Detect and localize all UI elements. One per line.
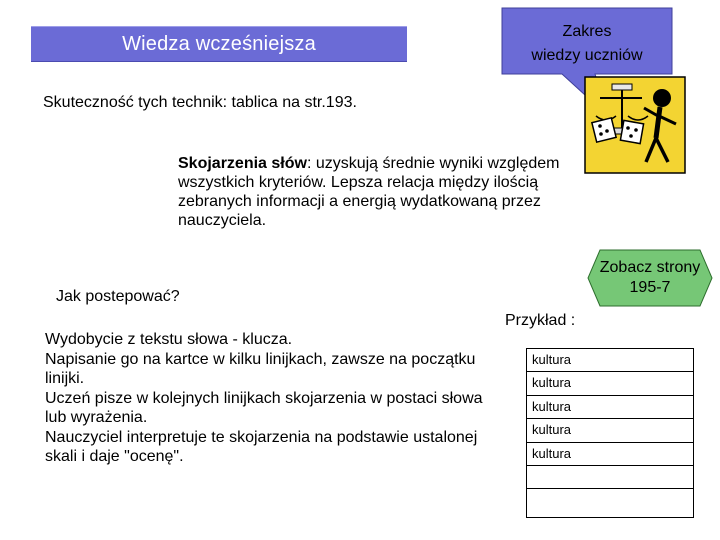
callout-line-1: Zakres: [562, 23, 612, 40]
effectiveness-note: Skuteczność tych technik: tablica na str.193.: [43, 94, 357, 111]
table-row: [527, 466, 693, 489]
association-table: [526, 348, 694, 518]
table-row: kultura: [527, 349, 693, 372]
table-row: kultura: [527, 372, 693, 395]
callout-text: [500, 20, 674, 68]
callout-line-2: wiedzy uczniów: [531, 47, 643, 64]
figure-with-dice-scale-icon: [584, 76, 686, 174]
badge-line-2: 195-7: [629, 279, 671, 296]
table-row: kultura: [527, 419, 693, 442]
table-row: kultura: [527, 396, 693, 419]
table-row: [527, 489, 693, 512]
step-item: Wydobycie z tekstu słowa - klucza.: [45, 331, 293, 348]
badge-line-1: Zobacz strony: [599, 259, 701, 276]
steps-list: [45, 330, 485, 467]
step-item: Napisanie go na kartce w kilku linijkach, zawsze na początku linijki.: [45, 350, 476, 387]
description-term: Skojarzenia słów: [178, 155, 307, 172]
slide-title: Wiedza wcześniejsza: [122, 32, 316, 55]
table-row: kultura: [527, 443, 693, 466]
description-text: : uzyskują średnie wyniki względem wszystkich kryteriów. Lepsza relacja między ilością zebranych informacji a energią wydatkowaną przez nauczyciela.: [178, 155, 560, 229]
step-item: Uczeń pisze w kolejnych linijkach skojarzenia w postaci słowa lub wyrażenia.: [45, 389, 483, 426]
step-item: Nauczyciel interpretuje te skojarzenia na podstawie ustalonej skali i daje "ocenę".: [45, 428, 478, 465]
see-pages-badge: [586, 248, 714, 308]
example-label: Przykład :: [505, 312, 576, 329]
badge-text: [586, 258, 714, 298]
description-paragraph: [178, 154, 568, 230]
slide-title-bar: [31, 26, 407, 62]
how-to-question: Jak postepować?: [56, 288, 180, 305]
